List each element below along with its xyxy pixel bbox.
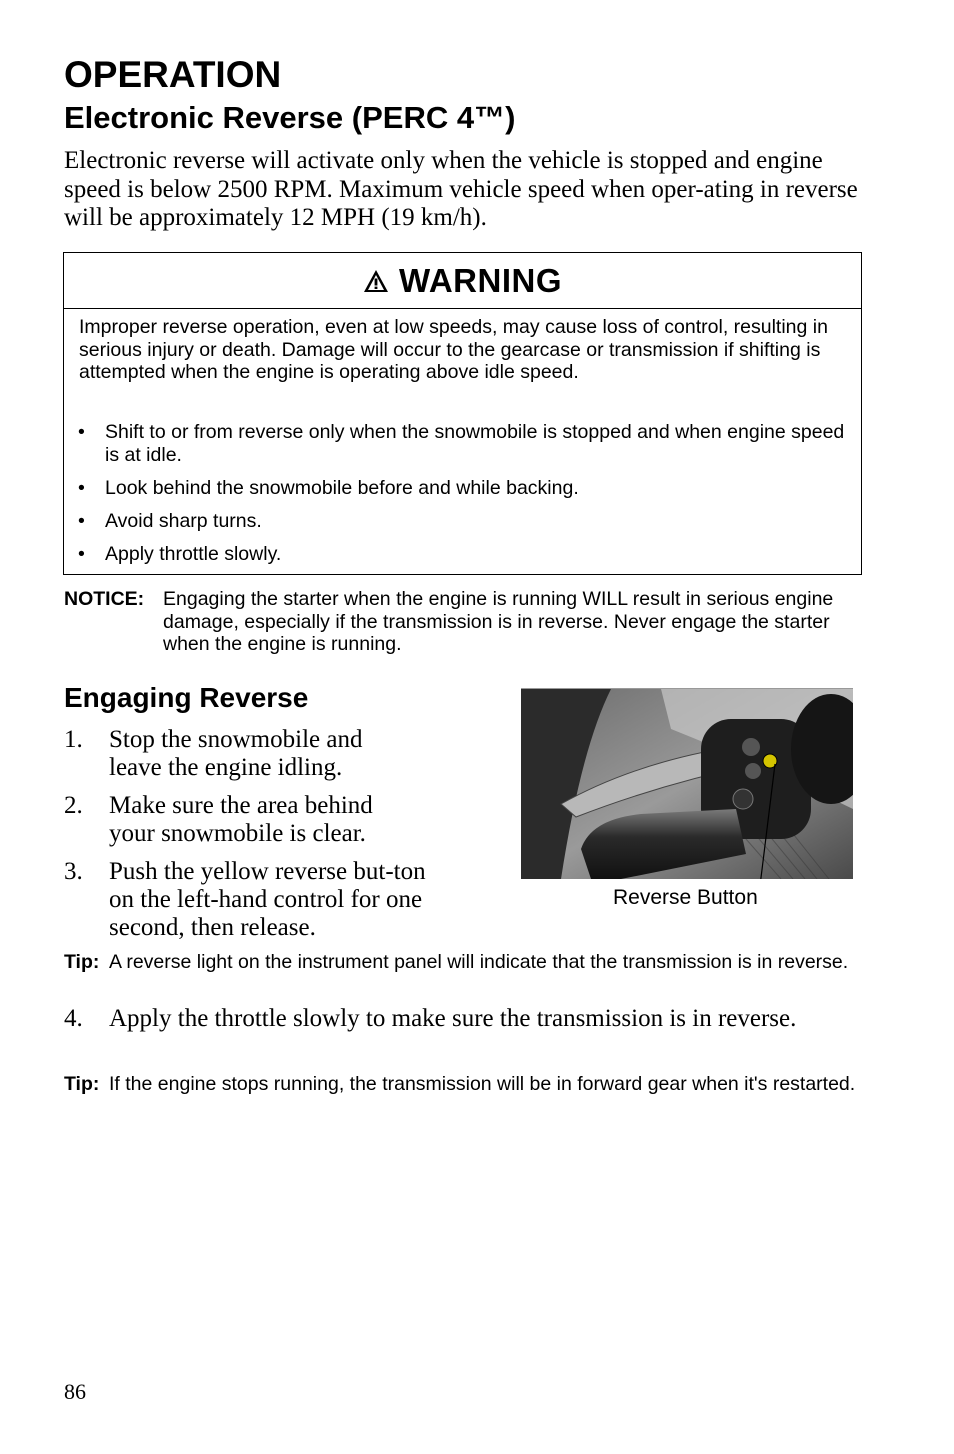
warning-triangle-icon — [363, 269, 389, 293]
warning-bullet-text: Apply throttle slowly. — [105, 543, 282, 565]
photo-caption: Reverse Button — [613, 886, 758, 909]
step-number: 4. — [64, 1005, 83, 1032]
tip-label: Tip: — [64, 1073, 100, 1095]
warning-bullet-text: Look behind the snowmobile before and while backing. — [105, 477, 579, 499]
warning-text: Improper reverse operation, even at low speeds, may cause loss of control, resulting in serious injury or death. Damage will occur to the gearcase or transmission if shifting is attempted when the engine is operating above idle speed. — [79, 316, 828, 383]
intro-paragraph: Electronic reverse will activate only when the vehicle is stopped and engine speed is below 2500 RPM. Maximum vehicle speed when oper-ating in reverse will be approximately 12 MPH (19 km/h). — [64, 147, 858, 231]
page-number: 86 — [64, 1379, 86, 1404]
warning-title: WARNING — [399, 261, 562, 299]
tip-text: A reverse light on the instrument panel will indicate that the transmission is in reverse. — [109, 951, 849, 973]
step-text: Make sure the area behind your snowmobile is clear. — [109, 792, 373, 847]
section-title: OPERATION — [64, 54, 282, 95]
tip-label: Tip: — [64, 951, 100, 973]
step-text: Apply the throttle slowly to make sure the transmission is in reverse. — [109, 1005, 797, 1032]
notice-label: NOTICE: — [64, 588, 145, 610]
subsection-title: Electronic Reverse (PERC 4™) — [64, 100, 516, 135]
step-number: 3. — [64, 858, 83, 885]
handlebar-control-photo — [521, 688, 853, 879]
warning-bullet-text: Avoid sharp turns. — [105, 510, 262, 532]
step-text: Stop the snowmobile and leave the engine idling. — [109, 726, 363, 781]
notice-text: Engaging the starter when the engine is running WILL result in serious engine damage, especially if the transmission is in reverse. Never engage the starter when the engine is running. — [163, 588, 834, 655]
engaging-reverse-heading: Engaging Reverse — [64, 682, 309, 713]
step-number: 2. — [64, 792, 83, 819]
tip-text: If the engine stops running, the transmission will be in forward gear when it's restarted. — [109, 1073, 856, 1095]
warning-box: WARNING Improper reverse operation, even at low speeds, may cause loss of control, resulting in serious injury or death. Damage will occur to the gearcase or transmission if shifting is attempted when the engine is operating above idle speed. • Shift to or from reverse only when the snowmobile is stopped and when engine speed is at idle. • Look behind the snowmobile before and while backing. • Avoid sharp turns. • Apply throttle slowly. — [63, 252, 862, 575]
step-number: 1. — [64, 726, 83, 753]
step-text: Push the yellow reverse but-ton on the left-hand control for one second, then release. — [109, 858, 426, 941]
warning-header — [64, 253, 861, 309]
warning-bullet-text: Shift to or from reverse only when the snowmobile is stopped and when engine speed is at idle. — [105, 421, 845, 466]
